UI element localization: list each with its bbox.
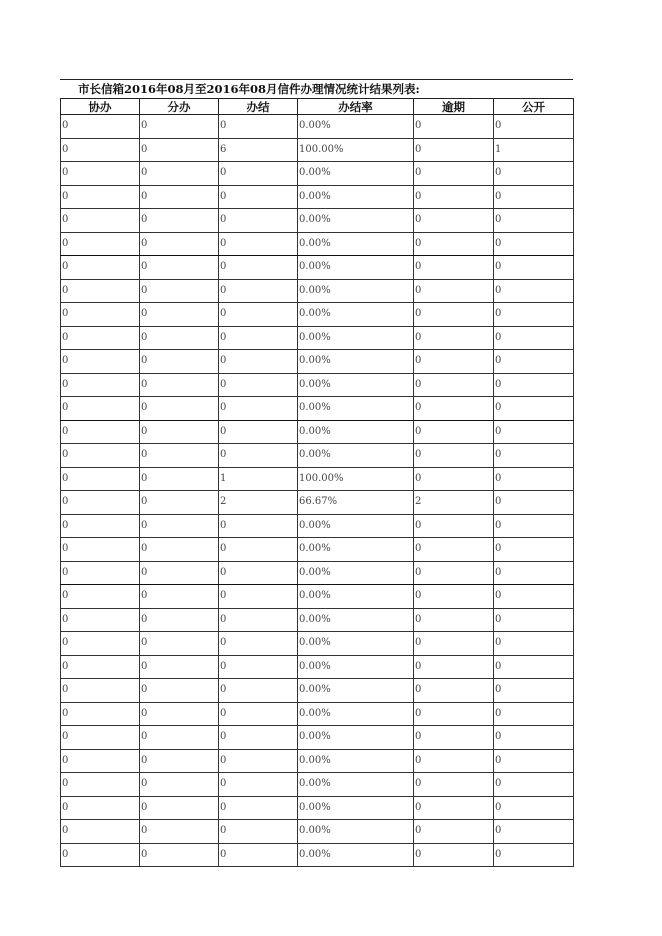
cell-public: 0 bbox=[494, 514, 574, 538]
cell-dispatch: 0 bbox=[140, 655, 219, 679]
cell-assist: 0 bbox=[61, 232, 140, 256]
cell-completed: 0 bbox=[219, 350, 298, 374]
cell-overdue: 0 bbox=[414, 209, 494, 233]
cell-completion-rate: 0.00% bbox=[298, 444, 414, 468]
cell-completed: 0 bbox=[219, 162, 298, 186]
cell-completion-rate: 0.00% bbox=[298, 232, 414, 256]
cell-assist: 0 bbox=[61, 702, 140, 726]
cell-overdue: 0 bbox=[414, 373, 494, 397]
cell-completed: 6 bbox=[219, 138, 298, 162]
table-row bbox=[61, 467, 574, 491]
cell-completed: 0 bbox=[219, 679, 298, 703]
cell-assist: 0 bbox=[61, 162, 140, 186]
cell-public: 0 bbox=[494, 773, 574, 797]
cell-overdue: 0 bbox=[414, 232, 494, 256]
cell-completion-rate: 0.00% bbox=[298, 279, 414, 303]
cell-dispatch: 0 bbox=[140, 326, 219, 350]
cell-public: 0 bbox=[494, 326, 574, 350]
cell-overdue: 0 bbox=[414, 185, 494, 209]
cell-public: 0 bbox=[494, 538, 574, 562]
cell-overdue: 0 bbox=[414, 256, 494, 280]
cell-completed: 0 bbox=[219, 561, 298, 585]
cell-overdue: 0 bbox=[414, 138, 494, 162]
cell-overdue: 0 bbox=[414, 773, 494, 797]
cell-dispatch: 0 bbox=[140, 467, 219, 491]
cell-completed: 0 bbox=[219, 702, 298, 726]
cell-dispatch: 0 bbox=[140, 115, 219, 139]
cell-completed: 0 bbox=[219, 397, 298, 421]
table-row bbox=[61, 232, 574, 256]
table-header-row bbox=[61, 99, 574, 115]
cell-dispatch: 0 bbox=[140, 632, 219, 656]
cell-public: 0 bbox=[494, 209, 574, 233]
cell-public: 0 bbox=[494, 373, 574, 397]
cell-completion-rate: 0.00% bbox=[298, 585, 414, 609]
cell-public: 0 bbox=[494, 796, 574, 820]
cell-overdue: 0 bbox=[414, 843, 494, 867]
table-row bbox=[61, 585, 574, 609]
cell-completion-rate: 0.00% bbox=[298, 843, 414, 867]
cell-overdue: 0 bbox=[414, 726, 494, 750]
table-row bbox=[61, 843, 574, 867]
cell-completed: 0 bbox=[219, 444, 298, 468]
header-overdue: 逾期 bbox=[414, 99, 494, 115]
cell-dispatch: 0 bbox=[140, 420, 219, 444]
table-row bbox=[61, 138, 574, 162]
cell-completion-rate: 0.00% bbox=[298, 350, 414, 374]
cell-assist: 0 bbox=[61, 303, 140, 327]
cell-overdue: 0 bbox=[414, 608, 494, 632]
cell-assist: 0 bbox=[61, 373, 140, 397]
cell-completed: 0 bbox=[219, 279, 298, 303]
cell-completion-rate: 0.00% bbox=[298, 655, 414, 679]
cell-completed: 0 bbox=[219, 538, 298, 562]
cell-dispatch: 0 bbox=[140, 608, 219, 632]
header-completion-rate: 办结率 bbox=[298, 99, 414, 115]
cell-public: 0 bbox=[494, 162, 574, 186]
cell-assist: 0 bbox=[61, 726, 140, 750]
cell-public: 0 bbox=[494, 397, 574, 421]
cell-dispatch: 0 bbox=[140, 162, 219, 186]
cell-overdue: 0 bbox=[414, 467, 494, 491]
cell-overdue: 0 bbox=[414, 279, 494, 303]
cell-completion-rate: 0.00% bbox=[298, 514, 414, 538]
cell-dispatch: 0 bbox=[140, 820, 219, 844]
cell-overdue: 0 bbox=[414, 749, 494, 773]
table-row bbox=[61, 749, 574, 773]
cell-assist: 0 bbox=[61, 608, 140, 632]
cell-completed: 2 bbox=[219, 491, 298, 515]
cell-overdue: 0 bbox=[414, 350, 494, 374]
cell-assist: 0 bbox=[61, 843, 140, 867]
cell-public: 0 bbox=[494, 232, 574, 256]
cell-assist: 0 bbox=[61, 773, 140, 797]
cell-overdue: 0 bbox=[414, 796, 494, 820]
cell-assist: 0 bbox=[61, 115, 140, 139]
cell-dispatch: 0 bbox=[140, 303, 219, 327]
cell-assist: 0 bbox=[61, 585, 140, 609]
cell-dispatch: 0 bbox=[140, 256, 219, 280]
table-row bbox=[61, 444, 574, 468]
cell-assist: 0 bbox=[61, 209, 140, 233]
cell-assist: 0 bbox=[61, 491, 140, 515]
cell-completion-rate: 0.00% bbox=[298, 679, 414, 703]
cell-completion-rate: 0.00% bbox=[298, 373, 414, 397]
cell-overdue: 0 bbox=[414, 444, 494, 468]
cell-public: 0 bbox=[494, 632, 574, 656]
cell-completed: 0 bbox=[219, 232, 298, 256]
cell-public: 0 bbox=[494, 491, 574, 515]
cell-completed: 0 bbox=[219, 373, 298, 397]
cell-assist: 0 bbox=[61, 514, 140, 538]
cell-assist: 0 bbox=[61, 397, 140, 421]
cell-dispatch: 0 bbox=[140, 514, 219, 538]
cell-completed: 0 bbox=[219, 632, 298, 656]
cell-completed: 0 bbox=[219, 820, 298, 844]
table-row bbox=[61, 608, 574, 632]
cell-completed: 0 bbox=[219, 773, 298, 797]
report-title: 市长信箱2016年08月至2016年08月信件办理情况统计结果列表: bbox=[78, 82, 420, 96]
cell-overdue: 0 bbox=[414, 420, 494, 444]
table-row bbox=[61, 538, 574, 562]
cell-completed: 0 bbox=[219, 420, 298, 444]
cell-overdue: 0 bbox=[414, 585, 494, 609]
cell-dispatch: 0 bbox=[140, 185, 219, 209]
cell-dispatch: 0 bbox=[140, 585, 219, 609]
cell-overdue: 0 bbox=[414, 115, 494, 139]
cell-dispatch: 0 bbox=[140, 679, 219, 703]
cell-completion-rate: 66.67% bbox=[298, 491, 414, 515]
cell-completion-rate: 0.00% bbox=[298, 256, 414, 280]
cell-assist: 0 bbox=[61, 820, 140, 844]
cell-completed: 0 bbox=[219, 655, 298, 679]
cell-completion-rate: 0.00% bbox=[298, 702, 414, 726]
cell-completion-rate: 0.00% bbox=[298, 420, 414, 444]
cell-assist: 0 bbox=[61, 679, 140, 703]
table-row bbox=[61, 491, 574, 515]
cell-overdue: 0 bbox=[414, 397, 494, 421]
cell-overdue: 0 bbox=[414, 820, 494, 844]
table-row bbox=[61, 397, 574, 421]
table-row bbox=[61, 420, 574, 444]
cell-completion-rate: 0.00% bbox=[298, 209, 414, 233]
table-row bbox=[61, 350, 574, 374]
cell-public: 0 bbox=[494, 608, 574, 632]
table-body bbox=[61, 115, 574, 867]
cell-public: 0 bbox=[494, 843, 574, 867]
cell-assist: 0 bbox=[61, 749, 140, 773]
table-row bbox=[61, 326, 574, 350]
cell-overdue: 0 bbox=[414, 679, 494, 703]
cell-public: 0 bbox=[494, 749, 574, 773]
cell-completed: 0 bbox=[219, 726, 298, 750]
cell-overdue: 2 bbox=[414, 491, 494, 515]
cell-dispatch: 0 bbox=[140, 773, 219, 797]
cell-dispatch: 0 bbox=[140, 796, 219, 820]
cell-dispatch: 0 bbox=[140, 491, 219, 515]
header-public: 公开 bbox=[494, 99, 574, 115]
title-top-rule bbox=[60, 79, 573, 80]
table-row bbox=[61, 702, 574, 726]
cell-dispatch: 0 bbox=[140, 232, 219, 256]
cell-public: 0 bbox=[494, 185, 574, 209]
cell-assist: 0 bbox=[61, 185, 140, 209]
header-dispatch: 分办 bbox=[140, 99, 219, 115]
cell-dispatch: 0 bbox=[140, 444, 219, 468]
cell-overdue: 0 bbox=[414, 303, 494, 327]
cell-completed: 0 bbox=[219, 749, 298, 773]
cell-completion-rate: 0.00% bbox=[298, 326, 414, 350]
cell-completion-rate: 100.00% bbox=[298, 467, 414, 491]
cell-overdue: 0 bbox=[414, 326, 494, 350]
table-row bbox=[61, 514, 574, 538]
table-row bbox=[61, 185, 574, 209]
cell-dispatch: 0 bbox=[140, 209, 219, 233]
cell-public: 0 bbox=[494, 726, 574, 750]
cell-assist: 0 bbox=[61, 561, 140, 585]
table-row bbox=[61, 209, 574, 233]
table-row bbox=[61, 773, 574, 797]
cell-public: 0 bbox=[494, 279, 574, 303]
cell-completion-rate: 0.00% bbox=[298, 608, 414, 632]
cell-assist: 0 bbox=[61, 256, 140, 280]
cell-completion-rate: 0.00% bbox=[298, 162, 414, 186]
cell-completion-rate: 0.00% bbox=[298, 796, 414, 820]
cell-assist: 0 bbox=[61, 444, 140, 468]
cell-public: 0 bbox=[494, 820, 574, 844]
cell-completed: 0 bbox=[219, 303, 298, 327]
table-row bbox=[61, 655, 574, 679]
cell-assist: 0 bbox=[61, 467, 140, 491]
cell-public: 0 bbox=[494, 702, 574, 726]
cell-public: 0 bbox=[494, 420, 574, 444]
cell-public: 0 bbox=[494, 655, 574, 679]
cell-dispatch: 0 bbox=[140, 397, 219, 421]
cell-dispatch: 0 bbox=[140, 561, 219, 585]
cell-dispatch: 0 bbox=[140, 350, 219, 374]
cell-completion-rate: 0.00% bbox=[298, 561, 414, 585]
cell-overdue: 0 bbox=[414, 702, 494, 726]
cell-completed: 0 bbox=[219, 185, 298, 209]
cell-completion-rate: 0.00% bbox=[298, 749, 414, 773]
cell-completed: 1 bbox=[219, 467, 298, 491]
table-row bbox=[61, 679, 574, 703]
table-row bbox=[61, 279, 574, 303]
cell-assist: 0 bbox=[61, 538, 140, 562]
cell-public: 0 bbox=[494, 256, 574, 280]
header-assist: 协办 bbox=[61, 99, 140, 115]
cell-completed: 0 bbox=[219, 843, 298, 867]
cell-dispatch: 0 bbox=[140, 726, 219, 750]
cell-public: 0 bbox=[494, 115, 574, 139]
table-row bbox=[61, 162, 574, 186]
table-row bbox=[61, 796, 574, 820]
cell-assist: 0 bbox=[61, 796, 140, 820]
cell-assist: 0 bbox=[61, 632, 140, 656]
cell-dispatch: 0 bbox=[140, 373, 219, 397]
cell-completion-rate: 0.00% bbox=[298, 820, 414, 844]
cell-completed: 0 bbox=[219, 326, 298, 350]
table-row bbox=[61, 303, 574, 327]
cell-completed: 0 bbox=[219, 796, 298, 820]
cell-completed: 0 bbox=[219, 256, 298, 280]
table-row bbox=[61, 632, 574, 656]
cell-overdue: 0 bbox=[414, 162, 494, 186]
cell-public: 0 bbox=[494, 444, 574, 468]
table-row bbox=[61, 820, 574, 844]
cell-public: 0 bbox=[494, 561, 574, 585]
cell-overdue: 0 bbox=[414, 655, 494, 679]
cell-dispatch: 0 bbox=[140, 749, 219, 773]
cell-completed: 0 bbox=[219, 209, 298, 233]
cell-public: 0 bbox=[494, 467, 574, 491]
cell-public: 1 bbox=[494, 138, 574, 162]
cell-public: 0 bbox=[494, 585, 574, 609]
cell-completion-rate: 0.00% bbox=[298, 115, 414, 139]
cell-public: 0 bbox=[494, 303, 574, 327]
table-row bbox=[61, 561, 574, 585]
table-row bbox=[61, 256, 574, 280]
cell-completion-rate: 0.00% bbox=[298, 632, 414, 656]
cell-completed: 0 bbox=[219, 115, 298, 139]
cell-public: 0 bbox=[494, 350, 574, 374]
cell-dispatch: 0 bbox=[140, 843, 219, 867]
cell-overdue: 0 bbox=[414, 561, 494, 585]
cell-dispatch: 0 bbox=[140, 702, 219, 726]
cell-public: 0 bbox=[494, 679, 574, 703]
cell-completion-rate: 0.00% bbox=[298, 538, 414, 562]
cell-assist: 0 bbox=[61, 655, 140, 679]
table-row bbox=[61, 726, 574, 750]
statistics-table bbox=[60, 98, 574, 867]
cell-overdue: 0 bbox=[414, 538, 494, 562]
table-row bbox=[61, 115, 574, 139]
cell-assist: 0 bbox=[61, 420, 140, 444]
cell-completion-rate: 0.00% bbox=[298, 726, 414, 750]
cell-dispatch: 0 bbox=[140, 279, 219, 303]
cell-assist: 0 bbox=[61, 279, 140, 303]
cell-dispatch: 0 bbox=[140, 138, 219, 162]
header-completed: 办结 bbox=[219, 99, 298, 115]
cell-overdue: 0 bbox=[414, 514, 494, 538]
cell-overdue: 0 bbox=[414, 632, 494, 656]
table-row bbox=[61, 373, 574, 397]
cell-assist: 0 bbox=[61, 138, 140, 162]
cell-assist: 0 bbox=[61, 326, 140, 350]
cell-completion-rate: 0.00% bbox=[298, 303, 414, 327]
cell-completed: 0 bbox=[219, 514, 298, 538]
cell-completion-rate: 0.00% bbox=[298, 773, 414, 797]
cell-completed: 0 bbox=[219, 608, 298, 632]
cell-completion-rate: 0.00% bbox=[298, 185, 414, 209]
cell-dispatch: 0 bbox=[140, 538, 219, 562]
cell-assist: 0 bbox=[61, 350, 140, 374]
cell-completed: 0 bbox=[219, 585, 298, 609]
cell-completion-rate: 0.00% bbox=[298, 397, 414, 421]
cell-completion-rate: 100.00% bbox=[298, 138, 414, 162]
